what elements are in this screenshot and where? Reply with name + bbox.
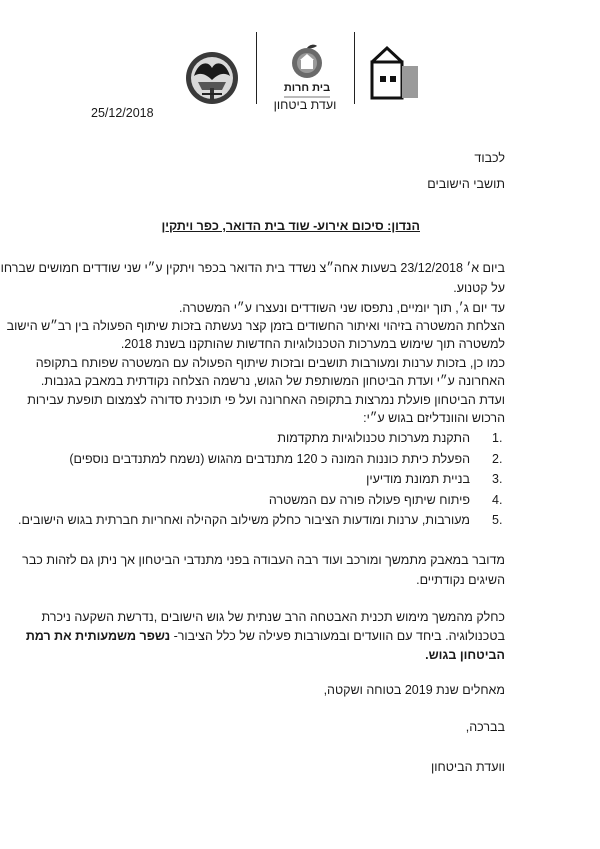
letter-date: 25/12/2018 [91, 106, 154, 120]
paragraph-2-line-2: הצלחת המשטרה בזיהוי ואיתור החשודים בזמן קצר נעשתה בזכות שיתוף הפעולה בין רב״ש הישוב [6, 319, 505, 333]
list-item: הפעלת כיתת כוננות המונה כ 120 מתנדבים מהגוש (נשמח למתנדבים נוספים) [69, 452, 470, 466]
list-item-number: 1. [492, 431, 503, 445]
beit-herut-logo [288, 42, 326, 82]
paragraph-2-line-1: עד יום ג׳, תוך יומיים, נתפסו שני השודדים ונעצרו ע״י המשטרה. [178, 301, 505, 315]
header-logos [170, 28, 440, 108]
closing: בברכה, [465, 720, 505, 734]
committee-label: ועדת ביטחון [273, 98, 337, 112]
paragraph-5-line-2-normal: בטכנולוגיה. ביחד עם הוועדים ובמעורבות פעילה של כלל הציבור- [170, 629, 505, 643]
logo-divider [256, 32, 257, 104]
salutation-recipients: תושבי הישובים [427, 177, 505, 191]
paragraph-5-line-2-bold: נשפר משמעותית את רמת [25, 629, 171, 643]
salutation-to: לכבוד [474, 151, 505, 165]
list-item-number: 4. [492, 493, 503, 507]
paragraph-5-line-2 [25, 628, 505, 644]
paragraph-4-line-2: השיגים נקודתיים. [416, 573, 505, 587]
paragraph-1-line-2: על קטנוע. [453, 281, 505, 295]
logo-divider [354, 32, 355, 104]
list-item-number: 3. [492, 472, 503, 486]
beit-herut-logo-text: בית חרות [283, 82, 331, 94]
building-logo [370, 36, 420, 100]
paragraph-1-line-1: ביום א׳ 23/12/2018 בשעות אחה״צ נשדד בית הדואר בכפר ויתקין ע״י שני שודדים חמושים שברחו [0, 261, 505, 275]
paragraph-5-line-1: כחלק מהמשך מימוש תכנית האבטחה הרב שנתית של גוש הישובים ,נדרשת השקעה ניכרת [41, 610, 505, 624]
list-item-number: 5. [492, 513, 503, 527]
paragraph-5-line-3: הביטחון בגוש. [425, 648, 505, 662]
paragraph-3-line-2: האחרונה ע״י ועדת הביטחון המשותפת של הגוש, נרשמה הצלחה נקודתית במאבק בגנבות. [40, 374, 505, 388]
new-year-wishes: מאחלים שנת 2019 בטוחה ושקטה, [323, 683, 505, 697]
subject-line: הנדון: סיכום אירוע- שוד בית הדואר, כפר ויתקין [161, 219, 420, 233]
list-item: פיתוח שיתוף פעולה פורה עם המשטרה [268, 493, 470, 507]
list-item: מעורבות, ערנות ומודעות הציבור כחלק משילוב הקהילה ואחריות חברתית בגוש הישובים. [18, 513, 470, 527]
council-emblem-logo [184, 50, 240, 106]
list-item: התקנת מערכות טכנולוגיות מתקדמות [277, 431, 470, 445]
list-item-number: 2. [492, 452, 503, 466]
paragraph-4-line-1: מדובר במאבק מתמשך ומורכב ועוד רבה העבודה בפני מתנדבי הביטחון אך ניתן גם לזהות כבר [22, 553, 505, 567]
paragraph-3-line-3: ועדת הביטחון פועלת נמרצות בתקופה האחרונה ועל פי תוכנית סדורה לצמצום תופעת עבירות [27, 393, 505, 407]
paragraph-2-line-3: למשטרה תוך שימוש במערכות הטכנולוגיות החדשות שהותקנו בשנת 2018. [120, 337, 505, 351]
paragraph-3-line-4: הרכוש והוונדליזם בגוש ע״י: [363, 411, 505, 425]
paragraph-3-line-1: כמו כן, בזכות ערנות ומעורבות תושבים ובזכות שיתוף הפעולה עם המשטרה שפותח בתקופה [35, 356, 505, 370]
list-item: בניית תמונת מודיעין [366, 472, 470, 486]
signature: וועדת הביטחון [431, 760, 505, 774]
